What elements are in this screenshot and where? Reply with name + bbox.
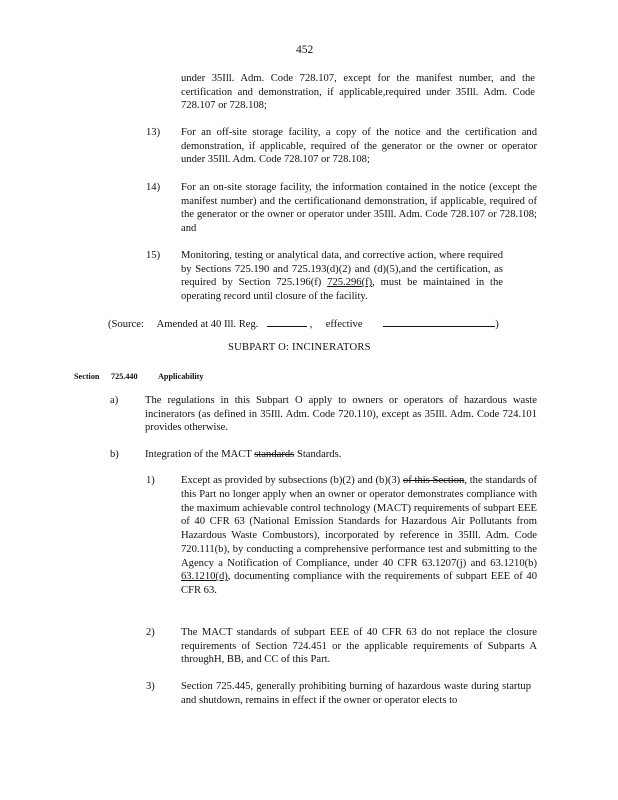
inserted-text: 63.1210(d) <box>181 571 228 583</box>
item-number: 1) <box>146 475 155 486</box>
subsection-label: a) <box>110 395 119 406</box>
page-number: 452 <box>296 44 314 56</box>
subsection-b-text-before: Integration of the MACT <box>145 449 252 460</box>
item-15-text-before: Monitoring, testing or analytical data, and corrective action, where required by Sections 725.190 and 725.193(d)(2) and (d)(5),and the certification, as required by Section 725.196(f) <box>181 250 503 289</box>
deleted-text: of this Section <box>402 475 465 486</box>
b-item-1-text-mid: , the standards of this Part no longer apply when an owner or operator demonstrates compliance with the maximum achievable control technology (MACT) requirements of subpart EEE of 40 CFR 63 (National Emission Standards for Hazardous Air Pollutants from Hazardous Waste Combustors), incorporated by reference in 35Ill. Adm. Code 720.111(b), by conducting a comprehensive performance test and submitting to the Agency a Notification of Compliance, under 40 CFR 63.1207(j) and 63.1210(b) <box>181 475 537 569</box>
item-number: 15) <box>146 250 161 261</box>
register-blank <box>267 316 307 327</box>
item-number: 3) <box>146 681 155 692</box>
item-number: 14) <box>146 182 161 193</box>
section-number: 725.440 <box>111 372 138 381</box>
item-number: 13) <box>146 127 161 138</box>
item-14-text: For an on-site storage facility, the information contained in the notice (except the manifest number) and the certificationand demonstration, if applicable, required of the generator or the owner or operator under 35Ill. Adm. Code 728.107 or 728.108; and <box>181 182 537 234</box>
source-effective: effective <box>325 319 363 330</box>
source-prefix: (Source: <box>108 319 144 330</box>
source-close: ) <box>495 319 499 330</box>
b-item-3-text: Section 725.445, generally prohibiting burning of hazardous waste during startup and shutdown, remains in effect if the owner or operator elects to <box>181 681 531 706</box>
inserted-text: 725.296(f) <box>327 277 373 289</box>
b-item-1-text-before: Except as provided by subsections (b)(2) and (b)(3) <box>181 475 401 486</box>
section-label: Section <box>74 372 100 381</box>
item-15-text-after: , must be maintained in the operating record until closure of the facility. <box>181 277 503 302</box>
effective-date-blank <box>383 316 495 327</box>
b-item-1-text <box>181 474 537 598</box>
section-title: Applicability <box>158 372 204 381</box>
subsection-b-text-after: Standards. <box>296 449 342 460</box>
item-number: 2) <box>146 627 155 638</box>
subsection-a-text: The regulations in this Subpart O apply to owners or operators of hazardous waste incinerators (as defined in 35Ill. Adm. Code 720.110), except as 35Ill. Adm. Code 724.101 provides otherwise. <box>145 395 537 434</box>
b-item-2-text: The MACT standards of subpart EEE of 40 CFR 63 do not replace the closure requirements of Section 724.451 or the applicable requirements of Subparts A throughH, BB, and CC of this Part. <box>181 627 537 666</box>
source-line: (Source: Amended at 40 Ill. Reg. , effective ) <box>108 316 499 331</box>
item-15-text <box>181 249 503 303</box>
deleted-text: standards <box>254 449 295 460</box>
item-13-text: For an off-site storage facility, a copy of the notice and the certification and demonstration, if applicable, required of the generator or the owner or operator under 35Ill. Adm. Code 728.107 or 728.108; <box>181 127 537 166</box>
subsection-b-text <box>145 448 341 462</box>
source-amended: Amended at 40 Ill. Reg. <box>156 319 259 330</box>
subsection-label: b) <box>110 449 119 460</box>
continuation-paragraph: under 35Ill. Adm. Code 728.107, except for the manifest number, and the certification and demonstration, if applicable,required under 35Ill. Adm. Code 728.107 or 728.108; <box>181 73 535 112</box>
b-item-1-text-after: , documenting compliance with the requirements of subpart EEE of 40 CFR 63. <box>181 571 537 596</box>
subpart-heading: SUBPART O: INCINERATORS <box>228 342 371 353</box>
